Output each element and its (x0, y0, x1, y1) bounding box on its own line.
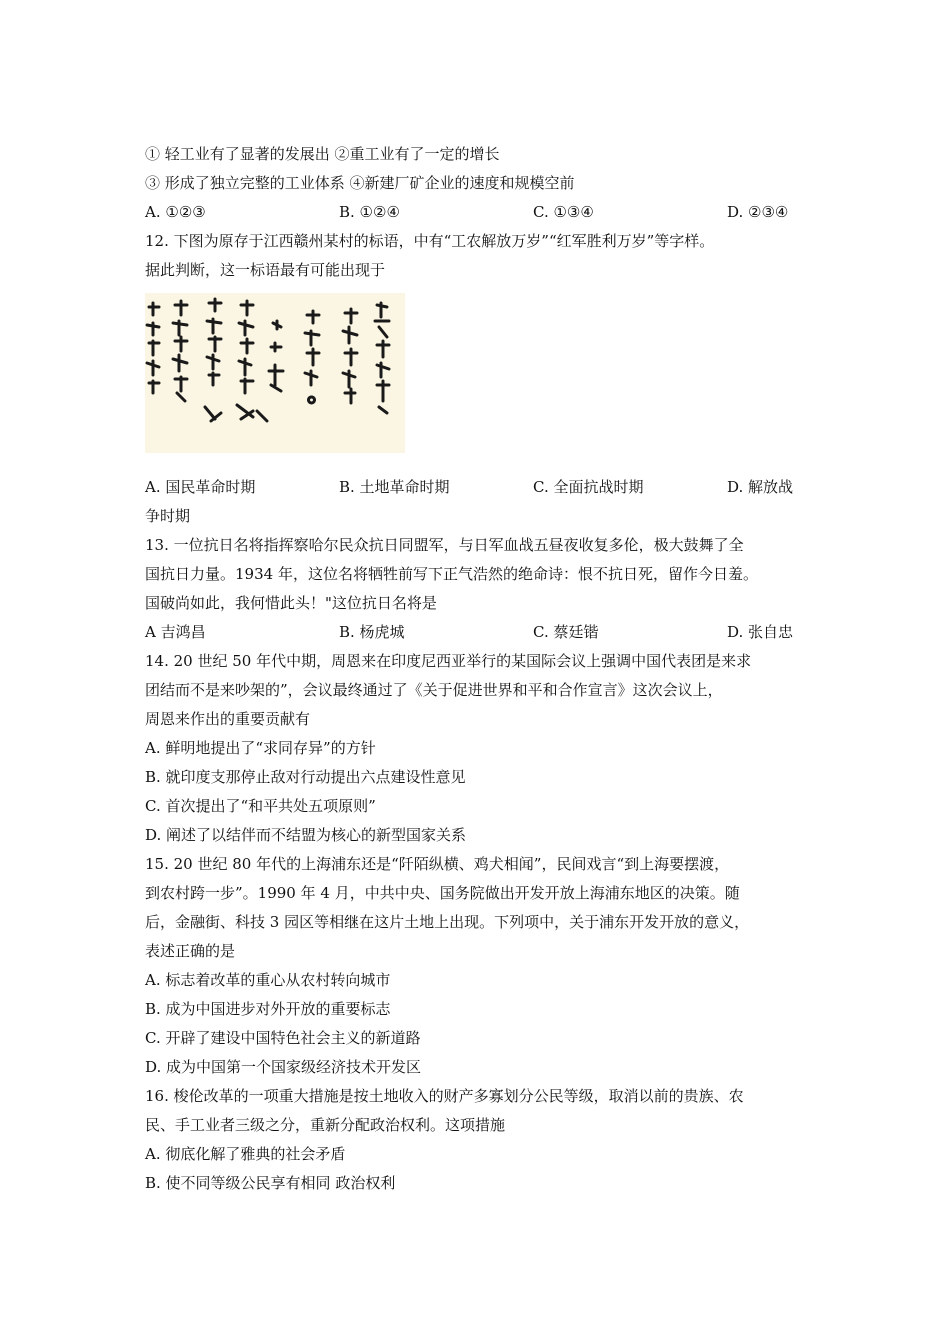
q12-option-b[interactable]: B. 土地革命时期 (339, 478, 450, 496)
q12-option-a[interactable]: A. 国民革命时期 (145, 478, 256, 496)
q14-option-b[interactable]: B. 就印度支那停止敌对行动提出六点建设性意见 (145, 768, 466, 786)
q13-options (145, 618, 810, 647)
q12-stem-line-2: 据此判断，这一标语最有可能出现于 (145, 261, 386, 279)
q16-stem-line-2: 民、手工业者三级之分，重新分配政治权利。这项措施 (145, 1116, 506, 1134)
q11-statement-2: ③ 形成了独立完整的工业体系 ④新建厂矿企业的速度和规模空前 (145, 174, 575, 192)
q15-stem-line-3: 后，金融街、科技 3 园区等相继在这片土地上出现。下列项中，关于浦东开发开放的意义， (145, 913, 750, 931)
q14-stem-line-1: 14. 20 世纪 50 年代中期，周恩来在印度尼西亚举行的某国际会议上强调中国代表团是来求 (145, 652, 752, 670)
q15-option-b[interactable]: B. 成为中国进步对外开放的重要标志 (145, 1000, 391, 1018)
exam-page (145, 140, 810, 1198)
q11-option-a[interactable]: A. ①②③ (145, 203, 206, 221)
q16-option-b[interactable]: B. 使不同等级公民享有相同 政治权利 (145, 1174, 396, 1192)
q12-stem-line-1: 12. 下图为原存于江西赣州某村的标语，中有“工农解放万岁”“红军胜利万岁”等字样。 (145, 232, 715, 250)
q13-stem-line-2: 国抗日力量。1934 年，这位名将牺牲前写下正气浩然的绝命诗：恨不抗日死，留作今日羞。 (145, 565, 758, 583)
q14-option-a[interactable]: A. 鲜明地提出了“求同存异”的方针 (145, 739, 376, 757)
q11-option-b[interactable]: B. ①②④ (339, 203, 400, 221)
q12-options (145, 473, 810, 502)
q12-option-d[interactable]: D. 解放战 (727, 478, 794, 496)
q14-stem-line-2: 团结而不是来吵架的”，会议最终通过了《关于促进世界和平和合作宣言》这次会议上， (145, 681, 723, 699)
q14-option-c[interactable]: C. 首次提出了“和平共处五项原则” (145, 797, 376, 815)
q15-option-d[interactable]: D. 成为中国第一个国家级经济技术开发区 (145, 1058, 422, 1076)
q11-option-c[interactable]: C. ①③④ (533, 203, 594, 221)
q15-option-c[interactable]: C. 开辟了建设中国特色社会主义的新道路 (145, 1029, 421, 1047)
q16-option-a[interactable]: A. 彻底化解了雅典的社会矛盾 (145, 1145, 346, 1163)
q13-option-a[interactable]: A 吉鸿昌 (145, 623, 206, 641)
q15-stem-line-4: 表述正确的是 (145, 942, 236, 960)
q11-options (145, 198, 810, 227)
q12-option-d-wrap: 争时期 (145, 507, 191, 525)
q14-option-d[interactable]: D. 阐述了以结伴而不结盟为核心的新型国家关系 (145, 826, 467, 844)
q11-statement-1: ① 轻工业有了显著的发展出 ②重工业有了一定的增长 (145, 145, 500, 163)
q13-stem-line-1: 13. 一位抗日名将指挥察哈尔民众抗日同盟军，与日军血战五昼夜收复多伦，极大鼓舞了全 (145, 536, 744, 554)
q13-stem-line-3: 国破尚如此，我何惜此头！"这位抗日名将是 (145, 594, 437, 612)
q11-option-d[interactable]: D. ②③④ (727, 203, 789, 221)
q14-stem-line-3: 周恩来作出的重要贡献有 (145, 710, 311, 728)
q15-stem-line-1: 15. 20 世纪 80 年代的上海浦东还是“阡陌纵横、鸡犬相闻”，民间戏言“到上海要摆渡， (145, 855, 730, 873)
q12-option-c[interactable]: C. 全面抗战时期 (533, 478, 644, 496)
slogan-calligraphy-drawing (145, 293, 405, 453)
q13-option-c[interactable]: C. 蔡廷锴 (533, 623, 599, 641)
q15-option-a[interactable]: A. 标志着改革的重心从农村转向城市 (145, 971, 391, 989)
q13-option-d[interactable]: D. 张自忠 (727, 623, 794, 641)
q13-option-b[interactable]: B. 杨虎城 (339, 623, 405, 641)
q15-stem-line-2: 到农村跨一步”。1990 年 4 月，中共中央、国务院做出开发开放上海浦东地区的决策。随 (145, 884, 740, 902)
q16-stem-line-1: 16. 梭伦改革的一项重大措施是按土地收入的财产多寡划分公民等级，取消以前的贵族、农 (145, 1087, 744, 1105)
slogan-image (145, 293, 405, 453)
